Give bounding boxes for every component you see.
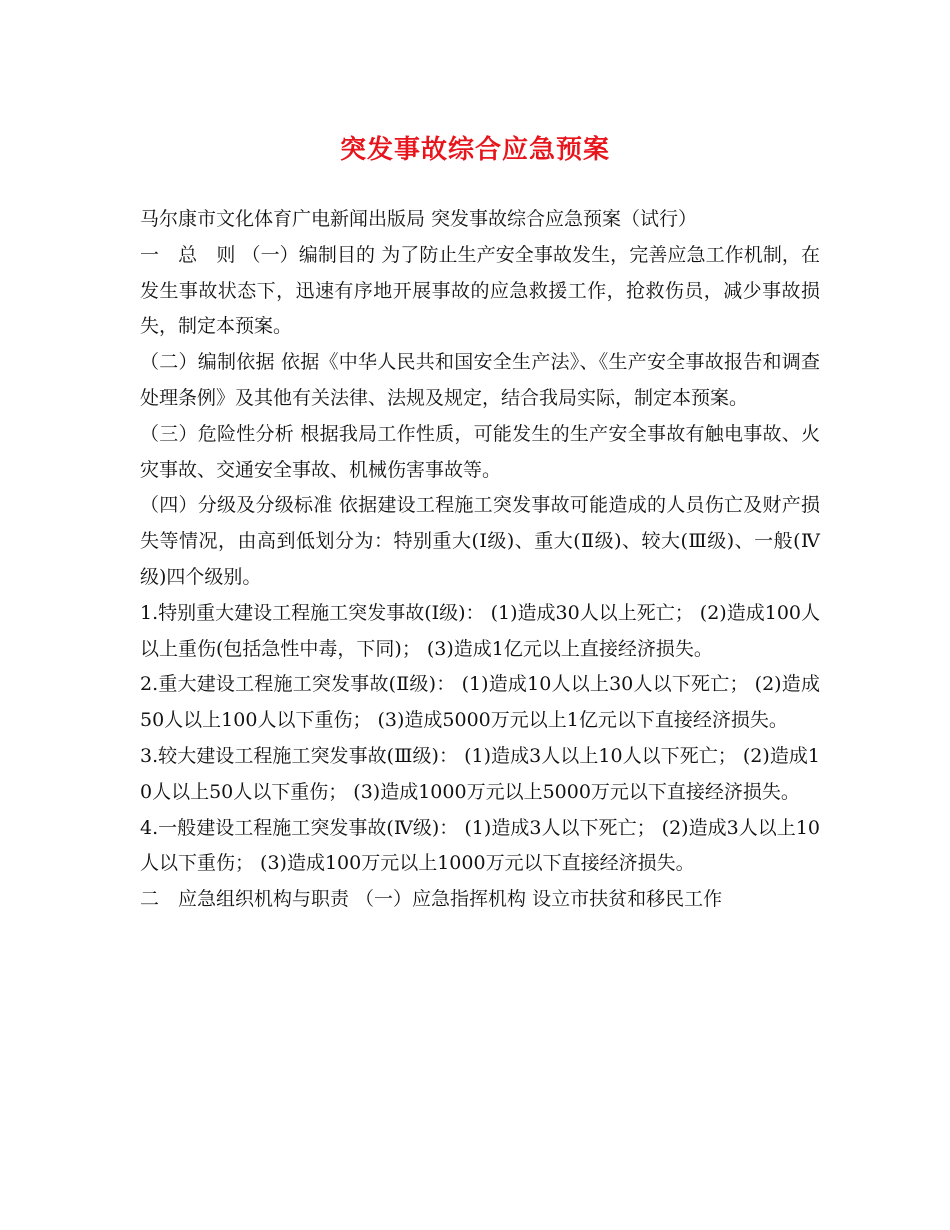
paragraph-level-3: 3.较大建设工程施工突发事故(Ⅲ级)： (1)造成3人以上10人以下死亡； (2)造成10人以上50人以下重伤； (3)造成1000万元以上5000万元以下直接经济损失。 bbox=[140, 744, 820, 803]
paragraph-level-4: 4.一般建设工程施工突发事故(Ⅳ级)： (1)造成3人以下死亡； (2)造成3人以上10人以下重伤； (3)造成100万元以上1000万元以下直接经济损失。 bbox=[140, 816, 820, 875]
paragraph-classification: （四）分级及分级标准 依据建设工程施工突发事故可能造成的人员伤亡及财产损失等情况，由高到低划分为：特别重大(Ⅰ级)、重大(Ⅱ级)、较大(Ⅲ级)、一般(Ⅳ级)四个级别。 bbox=[140, 494, 820, 588]
paragraph-level-1: 1.特别重大建设工程施工突发事故(Ⅰ级)： (1)造成30人以上死亡； (2)造成100人以上重伤(包括急性中毒，下同)； (3)造成1亿元以上直接经济损失。 bbox=[140, 601, 820, 660]
document-body bbox=[140, 202, 820, 918]
paragraph-heading-line: 马尔康市文化体育广电新闻出版局 突发事故综合应急预案（试行） bbox=[140, 208, 698, 230]
paragraph-organization: 二 应急组织机构与职责 （一）应急指挥机构 设立市扶贫和移民工作 bbox=[140, 888, 723, 911]
paragraph-general-purpose: 一 总 则 （一）编制目的 为了防止生产安全事故发生，完善应急工作机制，在发生事故状态下，迅速有序地开展事故的应急救援工作，抢救伤员，减少事故损失，制定本预案。 bbox=[140, 243, 820, 338]
document-title: 突发事故综合应急预案 bbox=[339, 135, 610, 165]
paragraph-risk-analysis: （三）危险性分析 根据我局工作性质，可能发生的生产安全事故有触电事故、火灾事故、交通安全事故、机械伤害事故等。 bbox=[140, 422, 820, 481]
paragraph-level-2: 2.重大建设工程施工突发事故(Ⅱ级)： (1)造成10人以上30人以下死亡； (2)造成50人以上100人以下重伤； (3)造成5000万元以上1亿元以下直接经济损失。 bbox=[140, 673, 820, 732]
paragraph-basis: （二）编制依据 依据《中华人民共和国安全生产法》、《生产安全事故报告和调查处理条例》及其他有关法律、法规及规定，结合我局实际，制定本预案。 bbox=[140, 351, 820, 409]
